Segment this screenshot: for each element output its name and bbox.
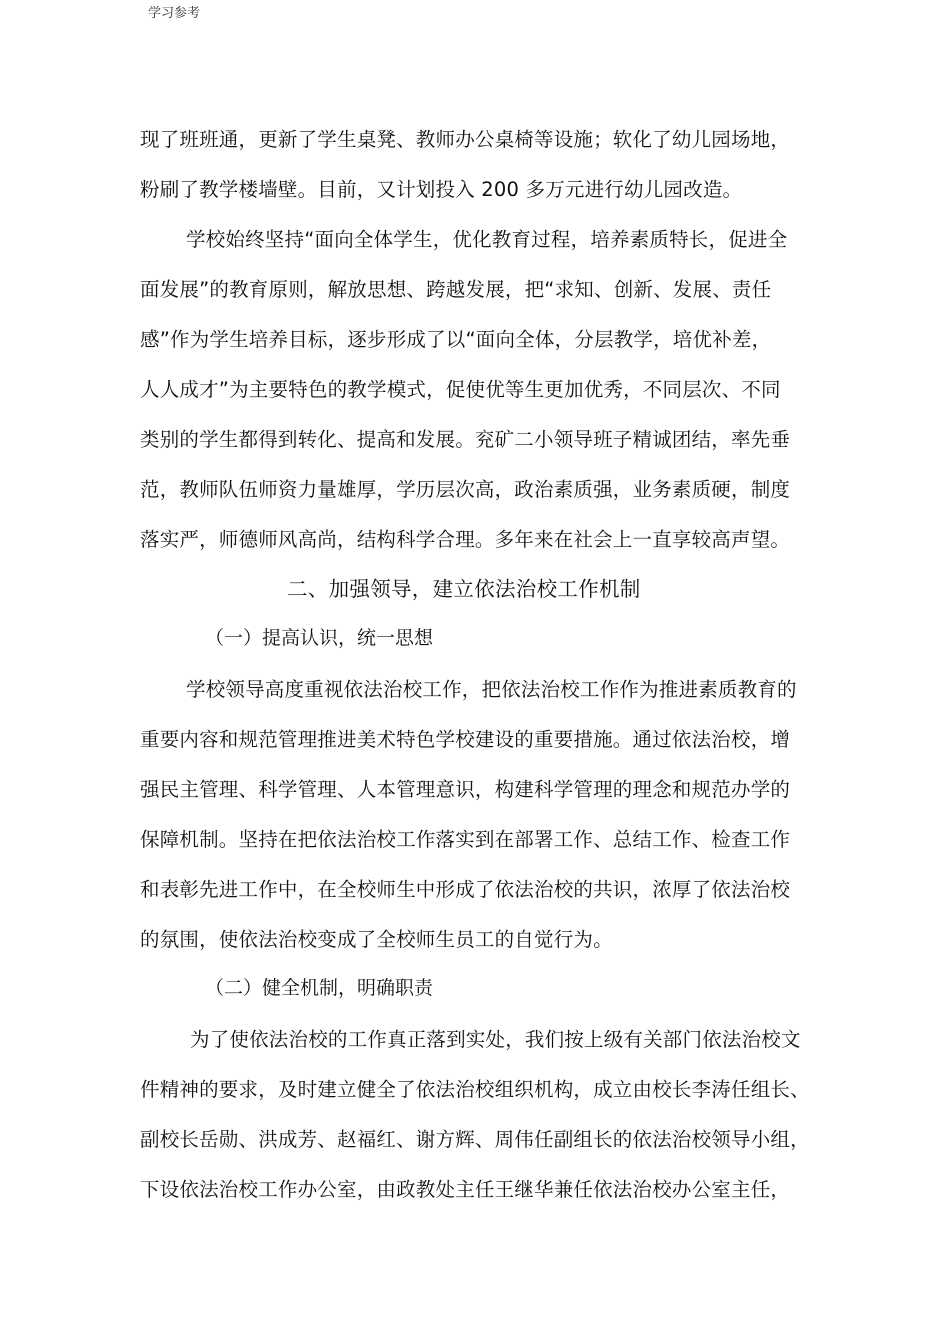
paragraph-line: 保障机制。坚持在把依法治校工作落实到在部署工作、总结工作、检查工作 xyxy=(140,828,791,851)
paragraph-line: 为了使依法治校的工作真正落到实处，我们按上级有关部门依法治校文 xyxy=(190,1028,801,1051)
page-header: 学习参考 xyxy=(148,6,201,21)
subsection-heading: （一）提高认识，统一思想 xyxy=(205,627,434,649)
paragraph-line: 副校长岳勋、洪成芳、赵福红、谢方辉、周伟任副组长的依法治校领导小组， xyxy=(140,1128,810,1151)
paragraph-line: 类别的学生都得到转化、提高和发展。兖矿二小领导班子精诚团结，率先垂 xyxy=(140,428,791,451)
paragraph-line: 的氛围，使依法治校变成了全校师生员工的自觉行为。 xyxy=(140,928,613,951)
paragraph-line: 强民主管理、科学管理、人本管理意识，构建科学管理的理念和规范办学的 xyxy=(140,778,791,801)
section-heading: 二、加强领导，建立依法治校工作机制 xyxy=(287,577,641,601)
paragraph-line: 学校始终坚持“面向全体学生，优化教育过程，培养素质特长，促进全 xyxy=(186,228,788,251)
paragraph-line: 学校领导高度重视依法治校工作，把依法治校工作作为推进素质教育的 xyxy=(186,678,797,701)
paragraph-line: 面发展”的教育原则，解放思想、跨越发展，把“求知、创新、发展、责任 xyxy=(140,278,772,301)
paragraph-line: 粉刷了教学楼墙壁。目前，又计划投入 200 多万元进行幼儿园改造。 xyxy=(140,178,743,201)
paragraph-line: 落实严，师德师风高尚，结构科学合理。多年来在社会上一直享较高声望。 xyxy=(140,528,791,551)
paragraph-line: 件精神的要求，及时建立健全了依法治校组织机构，成立由校长李涛任组长、 xyxy=(140,1078,810,1101)
paragraph-line: 下设依法治校工作办公室，由政教处主任王继华兼任依法治校办公室主任， xyxy=(140,1178,791,1201)
paragraph-line: 范，教师队伍师资力量雄厚，学历层次高，政治素质强，业务素质硬，制度 xyxy=(140,478,791,501)
paragraph-line: 现了班班通，更新了学生桌凳、教师办公桌椅等设施；软化了幼儿园场地， xyxy=(140,128,791,151)
subsection-heading: （二）健全机制，明确职责 xyxy=(205,977,434,999)
paragraph-line: 感”作为学生培养目标，逐步形成了以“面向全体，分层教学，培优补差， xyxy=(140,328,772,351)
paragraph-line: 重要内容和规范管理推进美术特色学校建设的重要措施。通过依法治校，增 xyxy=(140,728,791,751)
paragraph-line: 人人成才”为主要特色的教学模式，促使优等生更加优秀，不同层次、不同 xyxy=(140,378,781,401)
paragraph-line: 和表彰先进工作中，在全校师生中形成了依法治校的共识，浓厚了依法治校 xyxy=(140,878,791,901)
